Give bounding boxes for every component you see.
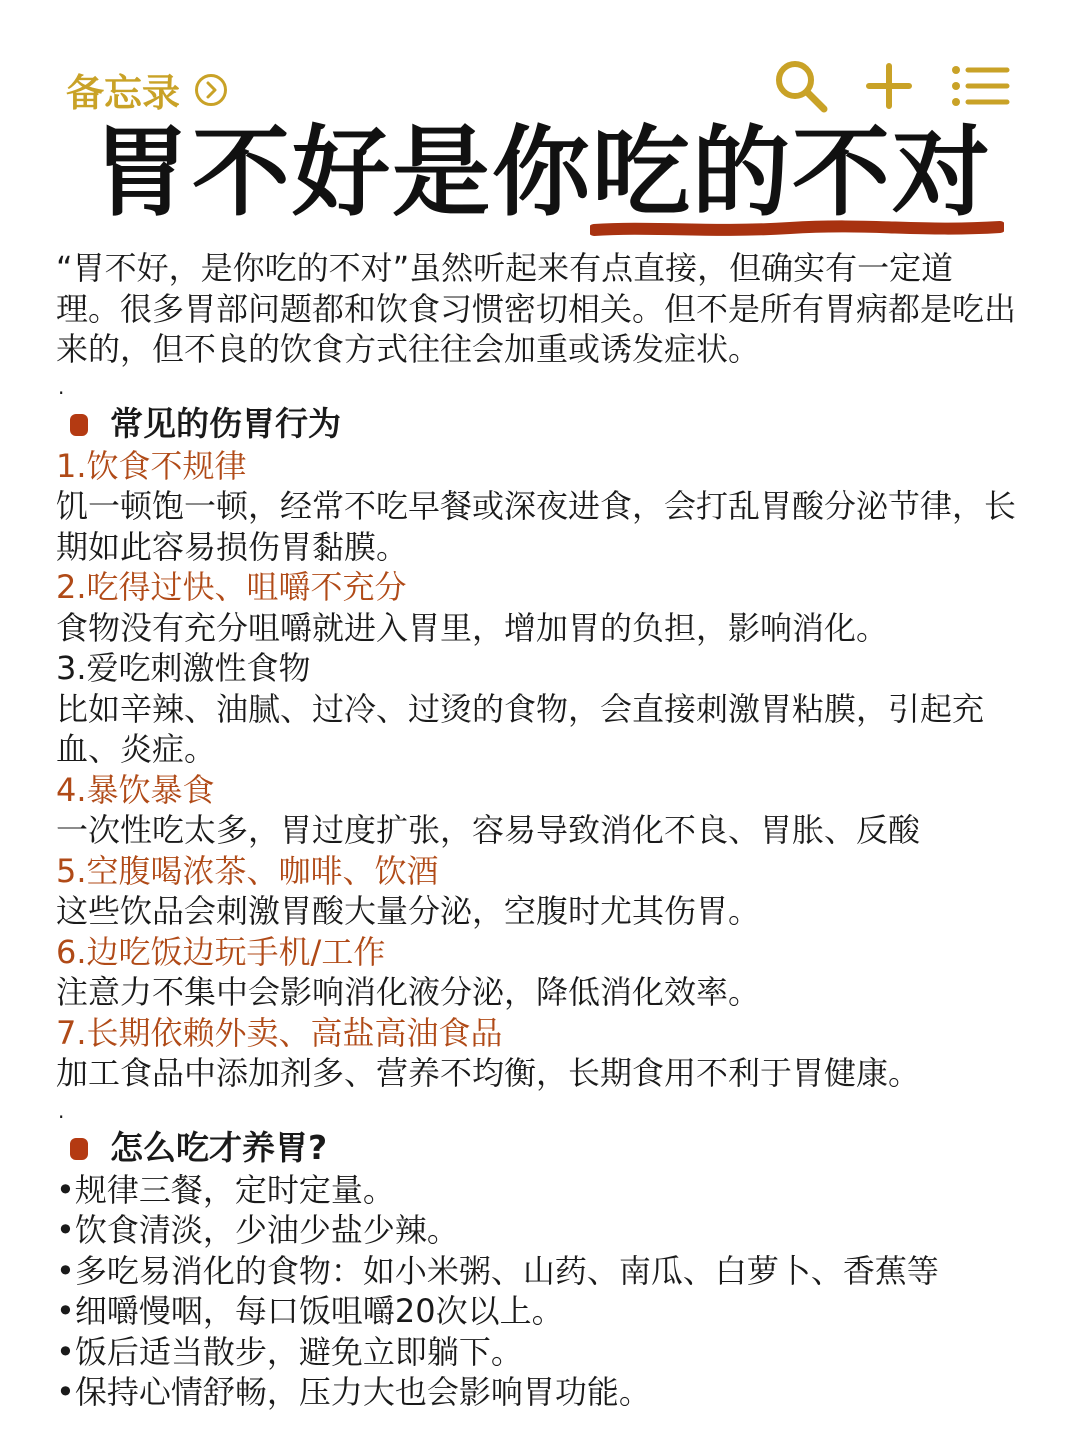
tip-item: •细嚼慢咽，每口饭咀嚼20次以上。 — [56, 1292, 564, 1330]
separator-dot: . — [58, 374, 65, 399]
habit-title: 4.暴饮暴食 — [56, 770, 215, 809]
tip-item: •多吃易消化的食物：如小米粥、山药、南瓜、白萝卜、香蕉等 — [56, 1251, 939, 1290]
search-icon[interactable] — [772, 58, 830, 114]
list-icon[interactable] — [950, 58, 1010, 114]
habit-desc: 比如辛辣、油腻、过冷、过烫的食物，会直接刺激胃粘膜，引起充血、炎症。 — [56, 689, 985, 768]
tip-item: •规律三餐，定时定量。 — [56, 1170, 395, 1209]
habit-title: 7.长期依赖外卖、高盐高油食品 — [56, 1013, 503, 1052]
section-heading-text: 常见的伤胃行为 — [110, 404, 341, 444]
habit-desc: 加工食品中添加剂多、营养不均衡，长期食用不利于胃健康。 — [56, 1054, 921, 1092]
habit-title: 5.空腹喝浓茶、咖啡、饮酒 — [56, 851, 439, 890]
section-heading-healthy-eating — [56, 1128, 1016, 1170]
section-bullet-icon — [70, 1138, 88, 1160]
section-heading-harmful-habits — [56, 404, 1016, 446]
section-bullet-icon — [70, 414, 88, 436]
top-toolbar — [0, 58, 1080, 118]
habit-desc: 饥一顿饱一顿，经常不吃早餐或深夜进食，会打乱胃酸分泌节律，长期如此容易损伤胃黏膜。 — [56, 487, 1017, 566]
note-body — [56, 248, 1016, 1413]
back-label: 备忘录 — [66, 71, 181, 115]
section-heading-text: 怎么吃才养胃? — [110, 1128, 328, 1168]
tip-item: •饮食清淡，少油少盐少辣。 — [56, 1211, 459, 1249]
title-underline-decoration — [590, 218, 1004, 240]
habit-desc: 注意力不集中会影响消化液分泌，降低消化效率。 — [56, 973, 761, 1011]
habit-title: 3.爱吃刺激性食物 — [56, 649, 311, 687]
habit-desc: 这些饮品会刺激胃酸大量分泌，空腹时尤其伤胃。 — [56, 892, 761, 930]
intro-paragraph: “胃不好，是你吃的不对”虽然听起来有点直接，但确实有一定道理。很多胃部问题都和饮食习惯密切相关。但不是所有胃病都是吃出来的，但不良的饮食方式往往会加重或诱发症状。 — [56, 249, 1017, 368]
plus-icon[interactable] — [864, 58, 914, 114]
habit-title: 6.边吃饭边玩手机/工作 — [56, 932, 386, 971]
tip-item: •饭后适当散步，避免立即躺下。 — [56, 1332, 523, 1371]
tip-item: •保持心情舒畅，压力大也会影响胃功能。 — [56, 1373, 651, 1411]
note-title: 胃不好是你吃的不对 — [92, 116, 993, 230]
habit-title: 2.吃得过快、咀嚼不充分 — [56, 568, 407, 606]
habit-desc: 一次性吃太多，胃过度扩张，容易导致消化不良、胃胀、反酸 — [56, 811, 921, 849]
chevron-right-circle-icon — [194, 73, 228, 107]
habit-desc: 食物没有充分咀嚼就进入胃里，增加胃的负担，影响消化。 — [56, 608, 889, 647]
habit-title: 1.饮食不规律 — [56, 446, 247, 485]
back-to-notes-link[interactable] — [66, 62, 228, 117]
separator-dot: . — [58, 1098, 65, 1123]
